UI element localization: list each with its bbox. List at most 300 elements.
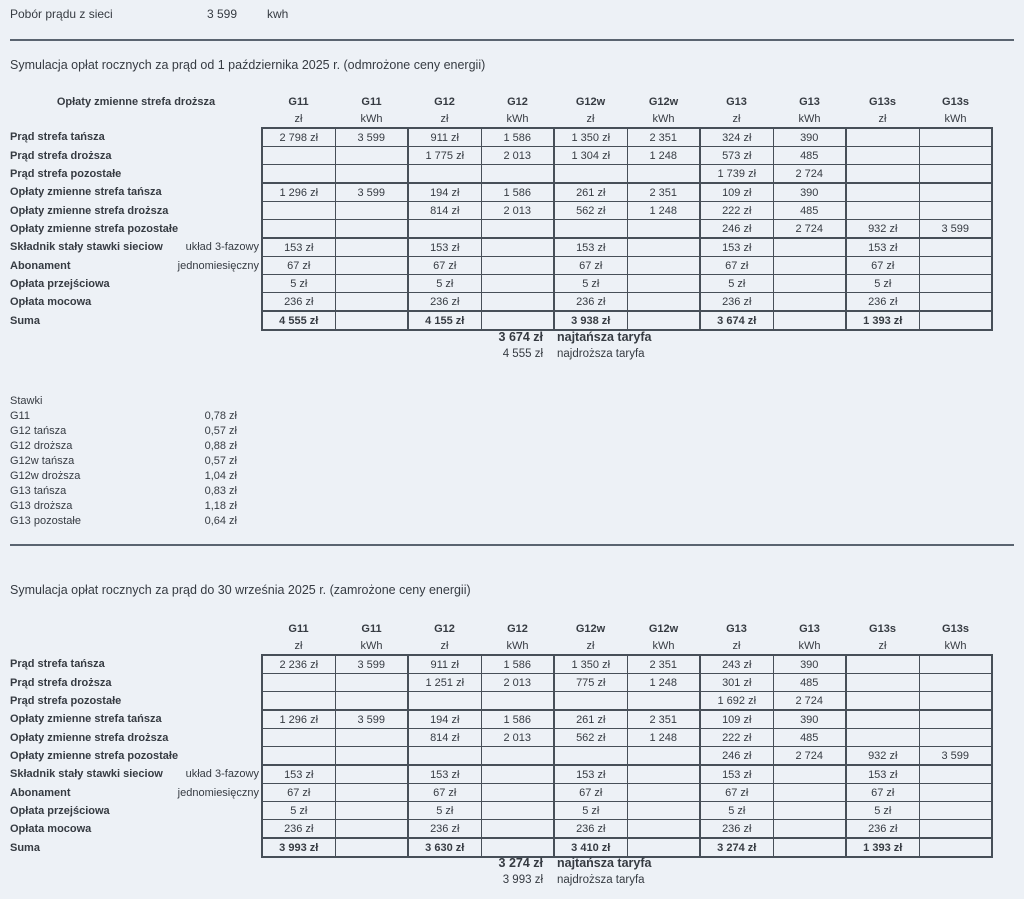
table-cell [846,128,919,147]
row-label: Abonament [10,259,71,272]
table-cell: 153 zł [846,765,919,784]
row-label: Składnik stały stawki sieciow [10,241,163,254]
table-cell [846,655,919,674]
table-cell: 814 zł [408,202,481,220]
row-label: Suma [10,841,40,854]
column-header-tariff: G11 [361,622,382,635]
row-label: Opłata przejściowa [10,277,110,290]
table-cell: 194 zł [408,710,481,729]
section-title-frozen: Symulacja opłat rocznych za prąd do 30 września 2025 r. (zamrożone ceny energii) [10,583,471,597]
table-cell: 1 251 zł [408,674,481,692]
table-row [10,747,992,766]
row-note: układ 3-fazowy [185,241,259,254]
table-cell: 1 739 zł [700,165,773,184]
table-cell: 153 zł [408,238,481,257]
table-cell [919,183,992,202]
table-row [10,202,992,220]
table-cell [919,238,992,257]
row-label: Prąd strefa tańsza [10,658,105,671]
most-expensive-value: 4 555 zł [502,348,543,360]
table-cell: 261 zł [554,710,627,729]
table-cell: 2 351 [627,128,700,147]
table-cell: 67 zł [554,257,627,275]
table-cell: 2 351 [627,710,700,729]
consumption-unit: kwh [267,7,289,21]
rate-label: G12w droższa [10,470,81,482]
table-cell: 1 304 zł [554,147,627,165]
row-label-cell [10,655,262,674]
table-cell: 3 938 zł [554,311,627,330]
table-cell [335,674,408,692]
table-cell: 5 zł [408,802,481,820]
table-cell: 5 zł [700,275,773,293]
table-cell: 3 599 [919,747,992,766]
table-cell: 2 013 [481,729,554,747]
table-row [10,820,992,839]
table-cell: 1 350 zł [554,128,627,147]
column-header-tariff: G12w [648,622,679,635]
column-header-unit: zł [732,112,741,125]
table-cell: 3 630 zł [408,838,481,857]
rate-value: 0,64 zł [204,515,237,527]
table-cell [481,747,554,766]
table-cell: 1 393 zł [846,838,919,857]
table-cell [773,838,846,857]
column-header-tariff: G13 [799,95,820,108]
rate-label: G11 [10,410,30,422]
table-cell [919,765,992,784]
table-cell: 1 692 zł [700,692,773,711]
cheapest-line [10,329,651,346]
table-row [10,311,992,330]
table-cell [262,147,335,165]
table-cell: 67 zł [408,784,481,802]
table-row [10,729,992,747]
table-cell: 67 zł [408,257,481,275]
column-header-unit: kWh [944,112,967,125]
table-cell: 4 555 zł [262,311,335,330]
table-cell: 67 zł [846,257,919,275]
table-cell: 243 zł [700,655,773,674]
table-cell: 109 zł [700,710,773,729]
table-cell: 153 zł [700,238,773,257]
table-cell [846,692,919,711]
column-header-tariff: G12w [575,95,606,108]
row-label-cell [10,220,262,239]
column-header-tariff: G11 [361,95,382,108]
table-cell [335,257,408,275]
table-cell [335,747,408,766]
table-cell: 261 zł [554,183,627,202]
column-header-tariff: G11 [288,622,309,635]
row-label-cell [10,257,262,275]
table-cell [773,802,846,820]
row-label-cell [10,128,262,147]
cheapest-value: 3 674 zł [498,330,543,344]
table-row [10,220,992,239]
unit-header-row [10,110,992,128]
table-cell [554,165,627,184]
table-cell [335,275,408,293]
row-label: Opłaty zmienne strefa droższa [10,731,169,744]
table-cell: 3 599 [335,655,408,674]
row-note: układ 3-fazowy [185,768,259,781]
row-label-cell [10,311,262,330]
column-header-tariff: G13 [726,622,747,635]
table-cell: 5 zł [846,275,919,293]
table-cell: 3 410 zł [554,838,627,857]
table-cell: 3 674 zł [700,311,773,330]
table-cell [335,784,408,802]
table-cell: 236 zł [408,820,481,839]
row-label: Opłata przejściowa [10,804,110,817]
section-divider-bottom [10,544,1014,546]
table-cell [919,147,992,165]
column-header-unit: zł [732,639,741,652]
row-label: Suma [10,314,40,327]
corner-label: Opłaty zmienne strefa droższa [56,95,216,108]
table-cell [262,220,335,239]
table-row [10,128,992,147]
table-row [10,257,992,275]
table-cell [335,202,408,220]
table-row [10,692,992,711]
column-header-unit: zł [294,112,303,125]
row-label-cell [10,765,262,784]
table-cell: 485 [773,729,846,747]
table-cell: 246 zł [700,747,773,766]
rate-item [10,514,237,529]
table-cell [919,293,992,312]
table-cell: 390 [773,128,846,147]
table-cell: 562 zł [554,729,627,747]
table-cell: 67 zł [846,784,919,802]
table-cell: 932 zł [846,747,919,766]
rate-label: G12 tańsza [10,425,67,437]
table-row [10,275,992,293]
row-label: Opłaty zmienne strefa tańsza [10,186,162,199]
column-header-unit: zł [294,639,303,652]
table-cell [627,238,700,257]
row-note: jednomiesięczny [177,786,259,799]
column-header-unit: kWh [944,639,967,652]
table-cell [919,729,992,747]
tariff-header-row [10,620,992,637]
table-cell [481,238,554,257]
table-cell [335,729,408,747]
section-divider-top [10,39,1014,41]
row-label: Opłaty zmienne strefa tańsza [10,713,162,726]
rate-label: G13 tańsza [10,485,67,497]
table-cell: 775 zł [554,674,627,692]
table-cell [481,165,554,184]
table-cell: 911 zł [408,128,481,147]
table-cell: 1 248 [627,147,700,165]
section-title-unfrozen: Symulacja opłat rocznych za prąd od 1 października 2025 r. (odmrożone ceny energii) [10,58,486,72]
rate-value: 0,88 zł [204,440,237,452]
table-cell: 3 599 [335,710,408,729]
column-header-unit: kWh [506,112,529,125]
table-cell [335,820,408,839]
column-header-tariff: G12 [507,95,528,108]
table-cell [627,765,700,784]
rate-label: G13 pozostałe [10,515,81,527]
table-cell: 67 zł [262,784,335,802]
row-label-cell [10,747,262,766]
table-cell: 5 zł [408,275,481,293]
column-header-unit: kWh [798,639,821,652]
table-cell [262,202,335,220]
table-cell [481,784,554,802]
tariff-header-row [10,93,992,110]
table-cell [773,293,846,312]
table-cell: 236 zł [846,820,919,839]
table-cell: 324 zł [700,128,773,147]
corner-empty [10,110,262,128]
rate-item [10,499,237,514]
row-label-cell [10,802,262,820]
table-cell [408,165,481,184]
table-cell [773,311,846,330]
table-cell: 1 586 [481,183,554,202]
table-cell: 2 351 [627,655,700,674]
column-header-tariff: G12w [575,622,606,635]
table-cell [627,165,700,184]
table-row [10,655,992,674]
table-cell [262,692,335,711]
table-cell: 236 zł [700,820,773,839]
row-label-cell [10,275,262,293]
table-cell [335,220,408,239]
row-label-cell [10,710,262,729]
row-label: Prąd strefa pozostałe [10,694,122,707]
table-cell: 2 724 [773,165,846,184]
table-cell: 2 013 [481,147,554,165]
column-header-tariff: G13 [726,95,747,108]
table-cell [919,128,992,147]
table-cell: 2 724 [773,747,846,766]
table-cell [919,784,992,802]
table-cell: 562 zł [554,202,627,220]
rate-value: 0,57 zł [204,455,237,467]
row-label-cell [10,238,262,257]
table-cell: 236 zł [262,820,335,839]
table-cell: 236 zł [554,820,627,839]
table-cell: 236 zł [846,293,919,312]
table-cell: 2 013 [481,674,554,692]
rate-item [10,484,237,499]
table-cell: 2 798 zł [262,128,335,147]
row-label-cell [10,729,262,747]
table-cell: 109 zł [700,183,773,202]
column-header-unit: kWh [360,112,383,125]
table-cell [919,674,992,692]
table-cell: 5 zł [262,275,335,293]
table-cell [919,838,992,857]
cheapest-label: najtańsza taryfa [557,330,652,344]
table-cell [919,257,992,275]
column-header-unit: kWh [652,639,675,652]
rate-label: G13 droższa [10,500,73,512]
column-header-unit: zł [440,639,449,652]
row-label: Opłaty zmienne strefa pozostałe [10,749,179,762]
column-header-unit: zł [440,112,449,125]
table-row [10,710,992,729]
row-label: Abonament [10,786,71,799]
table-cell: 236 zł [554,293,627,312]
table-cell: 67 zł [700,257,773,275]
table-cell: 2 013 [481,202,554,220]
table-cell [408,747,481,766]
cheapest-value: 3 274 zł [498,856,543,870]
table-cell: 4 155 zł [408,311,481,330]
table-cell: 67 zł [262,257,335,275]
table-cell [262,747,335,766]
row-label-cell [10,147,262,165]
table-cell [919,710,992,729]
table-cell: 485 [773,147,846,165]
rate-label: G12 droższa [10,440,73,452]
table-cell: 911 zł [408,655,481,674]
table-cell [846,183,919,202]
row-label-cell [10,674,262,692]
summary-unfrozen [10,329,651,363]
cheapest-line [10,855,651,872]
table-cell: 236 zł [262,293,335,312]
corner-empty [10,637,262,655]
table-row [10,238,992,257]
rate-item [10,469,237,484]
consumption-label: Pobór prądu z sieci [10,7,113,21]
table-cell [627,747,700,766]
row-label-cell [10,293,262,312]
table-cell: 301 zł [700,674,773,692]
table-cell: 5 zł [846,802,919,820]
column-header-tariff: G12 [507,622,528,635]
rates-title: Stawki [10,395,43,407]
rate-value: 0,83 zł [204,485,237,497]
table-cell [919,311,992,330]
row-label-cell [10,692,262,711]
row-label-cell [10,165,262,184]
table-cell: 2 724 [773,692,846,711]
table-cell [481,692,554,711]
table-cell [773,820,846,839]
most-expensive-label: najdroższa taryfa [557,348,645,360]
column-header-unit: zł [878,112,887,125]
table-cell [335,692,408,711]
table-cell [919,275,992,293]
row-label-cell [10,202,262,220]
most-expensive-line [10,872,651,889]
table-cell [335,802,408,820]
table-cell: 1 296 zł [262,710,335,729]
table-cell [627,802,700,820]
table-cell [846,729,919,747]
table-cell: 1 248 [627,202,700,220]
table-cell [554,692,627,711]
row-label: Prąd strefa droższa [10,149,112,162]
column-header-tariff: G13s [869,95,896,108]
table-cell: 5 zł [262,802,335,820]
table-cell [481,275,554,293]
table-row [10,802,992,820]
rate-item [10,439,237,454]
table-cell [627,311,700,330]
consumption-value: 3 599 [206,7,237,21]
table-cell: 67 zł [554,784,627,802]
table-cell [846,202,919,220]
row-label: Prąd strefa pozostałe [10,167,122,180]
table-cell: 5 zł [700,802,773,820]
table-cell: 153 zł [262,238,335,257]
table-cell: 246 zł [700,220,773,239]
table-row [10,147,992,165]
table-cell: 1 296 zł [262,183,335,202]
table-cell: 236 zł [700,293,773,312]
unit-header-row [10,637,992,655]
table-row [10,183,992,202]
simulation-table-frozen [10,620,993,858]
table-row [10,165,992,184]
table-cell: 390 [773,183,846,202]
table-cell: 1 775 zł [408,147,481,165]
table-row [10,293,992,312]
rate-value: 0,78 zł [204,410,237,422]
most-expensive-label: najdroższa taryfa [557,874,645,886]
table-cell [481,820,554,839]
row-note: jednomiesięczny [177,259,259,272]
table-cell: 153 zł [700,765,773,784]
column-header-tariff: G11 [288,95,309,108]
table-cell [335,765,408,784]
table-cell [627,220,700,239]
grid-consumption-row [10,6,288,23]
rates-block [10,394,237,529]
most-expensive-line [10,346,651,363]
table-cell: 1 393 zł [846,311,919,330]
table-cell [335,311,408,330]
table-cell [627,784,700,802]
table-cell: 222 zł [700,729,773,747]
column-header-unit: kWh [506,639,529,652]
corner-label [10,620,262,637]
table-cell [481,257,554,275]
column-header-unit: zł [878,639,887,652]
table-cell: 153 zł [408,765,481,784]
row-label: Opłaty zmienne strefa pozostałe [10,222,179,235]
table-cell: 1 586 [481,710,554,729]
table-cell: 3 599 [919,220,992,239]
table-cell [335,165,408,184]
table-cell: 1 248 [627,729,700,747]
table-cell: 390 [773,710,846,729]
rate-value: 1,04 zł [204,470,237,482]
table-row [10,765,992,784]
table-cell [335,238,408,257]
table-cell [481,311,554,330]
table-cell: 153 zł [846,238,919,257]
table-cell: 3 599 [335,183,408,202]
table-cell: 1 248 [627,674,700,692]
table-cell [846,674,919,692]
table-cell: 5 zł [554,802,627,820]
table-cell [262,165,335,184]
table-cell [773,275,846,293]
column-header-unit: kWh [360,639,383,652]
table-cell [554,747,627,766]
table-cell [846,147,919,165]
